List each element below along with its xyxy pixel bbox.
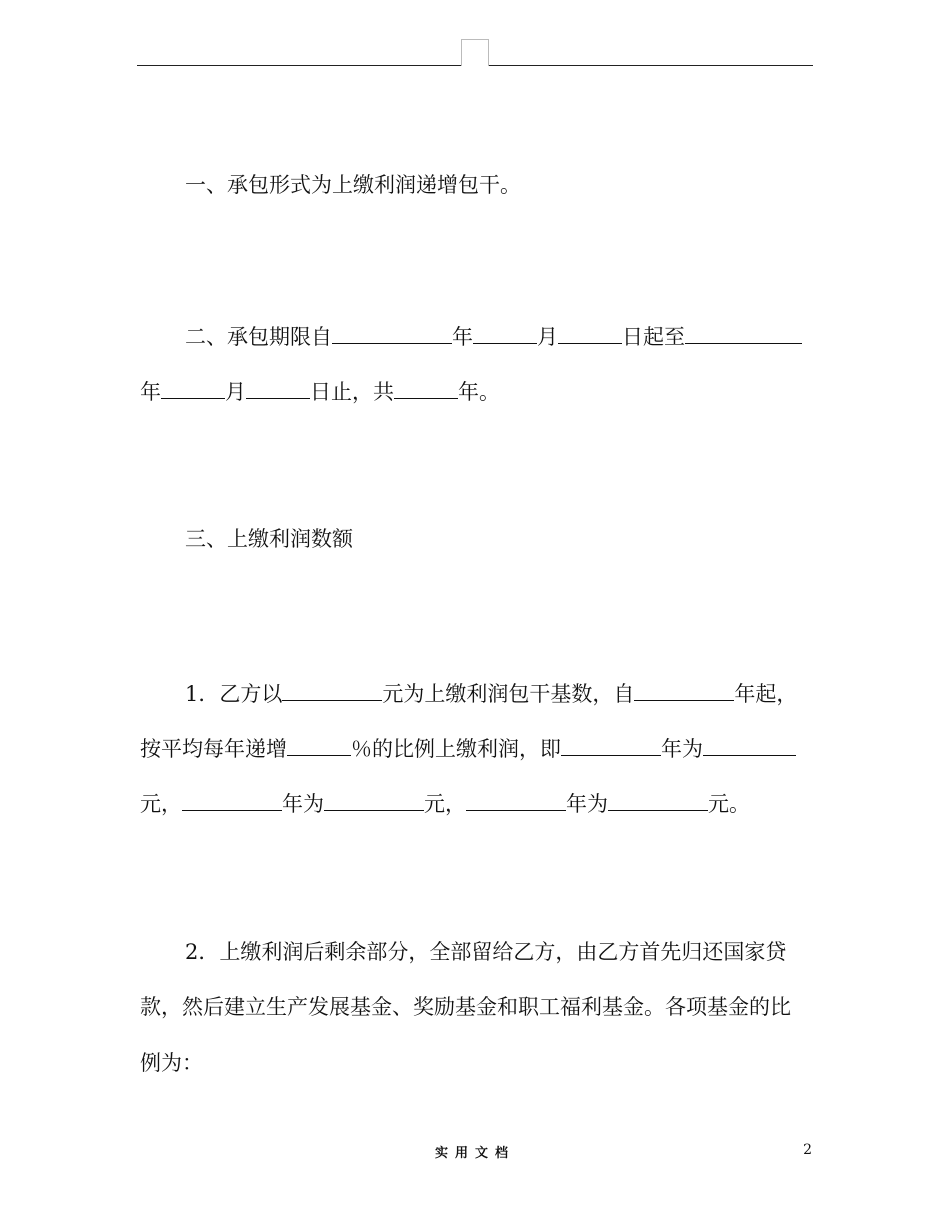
year-1-blank[interactable] xyxy=(561,731,661,756)
base-amount-blank[interactable] xyxy=(282,676,382,701)
amount-2-blank[interactable] xyxy=(324,786,424,811)
year-end-label: 年。 xyxy=(458,380,500,404)
item-1-text-d: 按平均每年递增 xyxy=(140,737,287,761)
footer-label: 实用文档 xyxy=(434,1146,515,1161)
total-years-blank[interactable] xyxy=(394,374,458,399)
section-2-line-1 xyxy=(185,319,802,352)
end-month-blank[interactable] xyxy=(161,374,225,399)
year-as-label: 年为 xyxy=(282,792,324,816)
section-2-line-2 xyxy=(140,374,500,407)
start-day-blank[interactable] xyxy=(558,319,622,344)
day-until-label: 日止，共 xyxy=(310,380,394,404)
item-2-line-3 xyxy=(140,1048,203,1078)
month-label: 月 xyxy=(537,325,558,349)
item-1-text-a: 1．乙方以 xyxy=(185,682,283,706)
page-number: 2 xyxy=(803,1142,812,1158)
yuan-end-label: 元。 xyxy=(708,792,750,816)
yuan-label: 元， xyxy=(140,792,182,816)
year-label: 年 xyxy=(452,325,473,349)
year-as-label: 年为 xyxy=(661,737,703,761)
section-1-paragraph xyxy=(185,170,521,200)
item-1-text-b: 元为上缴利润包干基数，自 xyxy=(382,682,635,706)
yuan-label: 元， xyxy=(424,792,466,816)
item-2-line-1 xyxy=(185,937,786,967)
section-1-text: 一、承包形式为上缴利润递增包干。 xyxy=(185,173,521,197)
item-1-line-3 xyxy=(140,786,750,819)
amount-1-blank[interactable] xyxy=(703,731,796,756)
year-2-blank[interactable] xyxy=(182,786,282,811)
item-1-text-c: 年起， xyxy=(734,682,798,706)
item-2-line-2 xyxy=(140,992,791,1022)
amount-3-blank[interactable] xyxy=(608,786,708,811)
year-label: 年 xyxy=(140,380,161,404)
end-year-blank[interactable] xyxy=(685,319,802,344)
item-1-text-e: ％的比例上缴利润，即 xyxy=(351,737,561,761)
month-label: 月 xyxy=(225,380,246,404)
day-from-label: 日起至 xyxy=(622,325,685,349)
section-3-heading xyxy=(185,524,353,554)
item-2-text-2: 款，然后建立生产发展基金、奖励基金和职工福利基金。各项基金的比 xyxy=(140,995,791,1019)
start-year-blank[interactable] xyxy=(332,319,452,344)
item-2-text-1: 2．上缴利润后剩余部分，全部留给乙方，由乙方首先归还国家贷 xyxy=(185,940,787,964)
end-day-blank[interactable] xyxy=(246,374,310,399)
base-year-blank[interactable] xyxy=(634,676,734,701)
section-2-text: 二、承包期限自 xyxy=(185,325,332,349)
year-as-label: 年为 xyxy=(566,792,608,816)
growth-rate-blank[interactable] xyxy=(287,731,351,756)
section-3-text: 三、上缴利润数额 xyxy=(185,527,353,551)
start-month-blank[interactable] xyxy=(473,319,537,344)
item-1-line-1 xyxy=(185,676,797,709)
item-2-text-3: 例为： xyxy=(140,1051,203,1075)
item-1-line-2 xyxy=(140,731,796,764)
header-decoration-box xyxy=(461,39,489,66)
year-3-blank[interactable] xyxy=(466,786,566,811)
